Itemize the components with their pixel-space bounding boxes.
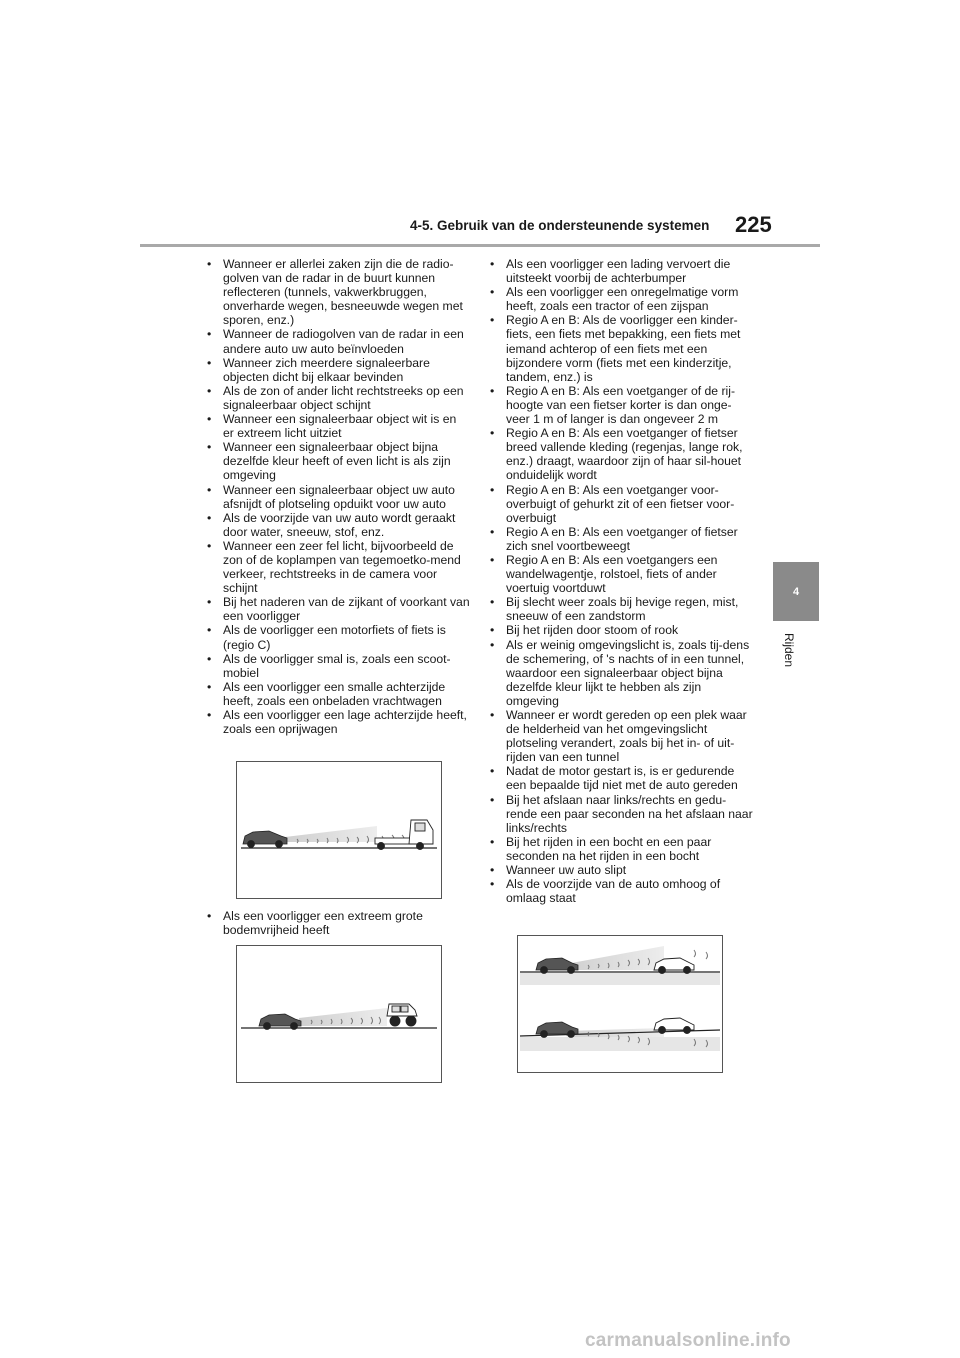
left-column-continued — [200, 909, 470, 937]
list-item: • Wanneer er allerlei zaken zijn die de radio-golven van de radar in de buurt kunnen reflecteren (tunnels, vakwerkbruggen, onverharde wegen, besneeuwde wegen met sporen, enz.) — [200, 257, 470, 327]
list-item: • Als een voorligger een lading vervoert die uitsteekt voorbij de achterbumper — [483, 257, 753, 285]
header-divider — [140, 244, 820, 247]
list-item: • Wanneer uw auto slipt — [483, 863, 753, 877]
list-item: • Wanneer de radiogolven van de radar in een andere auto uw auto beïnvloeden — [200, 327, 470, 355]
list-item: • Als de zon of ander licht rechtstreeks op een signaleerbaar object schijnt — [200, 384, 470, 412]
right-column — [483, 257, 753, 905]
list-item: • Regio A en B: Als de voorligger een kinder-fiets, een fiets met bepakking, een fiets met iemand achterop of een fiets met een bijzondere vorm (fiets met een kinderzitje, tandem, enz.) is — [483, 313, 753, 383]
list-item: • Regio A en B: Als een voetganger of de rij-hoogte van een fietser korter is dan onge-veer 1 m of langer is dan ongeveer 2 m — [483, 384, 753, 426]
left-bullet-list — [200, 257, 470, 736]
illustration-radar-truck — [237, 762, 441, 898]
list-item: • Bij het afslaan naar links/rechts en gedu-rende een paar seconden na het afslaan naar links/rechts — [483, 793, 753, 835]
left-bullet-list-2 — [200, 909, 470, 937]
figure-high-ground-clearance — [236, 945, 442, 1083]
section-title: 4-5. Gebruik van de ondersteunende systemen — [410, 218, 710, 233]
page-number: 225 — [735, 212, 772, 237]
list-item: • Als de voorligger smal is, zoals een scoot-mobiel — [200, 652, 470, 680]
figure-low-rear-vehicle — [236, 761, 442, 899]
list-item: • Nadat de motor gestart is, is er gedurende een bepaalde tijd niet met de auto gereden — [483, 764, 753, 792]
illustration-radar-suv — [237, 946, 441, 1082]
list-item: • Als een voorligger een smalle achterzijde heeft, zoals een onbeladen vrachtwagen — [200, 680, 470, 708]
list-item: • Bij het rijden in een bocht en een paar seconden na het rijden in een bocht — [483, 835, 753, 863]
list-item: • Regio A en B: Als een voetganger voor-overbuigt of gehurkt zit of een fietser voor-overbuigt — [483, 483, 753, 525]
list-item: • Wanneer er wordt gereden op een plek waar de helderheid van het omgevingslicht plotseling verandert, zoals bij het in- of uit-rijden van een tunnel — [483, 708, 753, 764]
illustration-radar-incline — [518, 936, 722, 1072]
chapter-number: 4 — [792, 585, 800, 598]
left-column — [200, 257, 470, 736]
list-item: • Regio A en B: Als een voetganger of fietser zich snel voortbeweegt — [483, 525, 753, 553]
list-item: • Als er weinig omgevingslicht is, zoals tij-dens de schemering, of 's nachts of in een tunnel, waardoor een signaleerbaar object bijna dezelfde kleur lijkt te hebben als zijn omgeving — [483, 638, 753, 708]
list-item: • Wanneer zich meerdere signaleerbare objecten dicht bij elkaar bevinden — [200, 356, 470, 384]
list-item: • Wanneer een zeer fel licht, bijvoorbeeld de zon of de koplampen van tegemoetko-mend verkeer, rechtstreeks in de camera voor schijnt — [200, 539, 470, 595]
list-item: • Als een voorligger een lage achterzijde heeft, zoals een oprijwagen — [200, 708, 470, 736]
list-item: • Wanneer een signaleerbaar object uw auto afsnijdt of plotseling opduikt voor uw auto — [200, 483, 470, 511]
list-item: • Wanneer een signaleerbaar object bijna dezelfde kleur heeft of even licht is als zijn omgeving — [200, 440, 470, 482]
list-item: • Bij het rijden door stoom of rook — [483, 623, 753, 637]
list-item: • Als de voorligger een motorfiets of fiets is (regio C) — [200, 623, 470, 651]
list-item: • Regio A en B: Als een voetgangers een wandelwagentje, rolstoel, fiets of ander voertuig voortduwt — [483, 553, 753, 595]
right-bullet-list — [483, 257, 753, 905]
list-item: • Als de voorzijde van uw auto wordt geraakt door water, sneeuw, stof, enz. — [200, 511, 470, 539]
watermark: carmanualsonline.info — [585, 1330, 791, 1351]
figure-vehicle-slope — [517, 935, 723, 1073]
list-item: • Regio A en B: Als een voetganger of fietser breed vallende kleding (regenjas, lange rok, enz.) draagt, waardoor zijn of haar sil-houet onduidelijk wordt — [483, 426, 753, 482]
list-item: • Als een voorligger een extreem grote bodemvrijheid heeft — [200, 909, 470, 937]
list-item: • Als een voorligger een onregelmatige vorm heeft, zoals een tractor of een zijspan — [483, 285, 753, 313]
list-item: • Bij slecht weer zoals bij hevige regen, mist, sneeuw of een zandstorm — [483, 595, 753, 623]
list-item: • Als de voorzijde van de auto omhoog of omlaag staat — [483, 877, 753, 905]
list-item: • Bij het naderen van de zijkant of voorkant van een voorligger — [200, 595, 470, 623]
list-item: • Wanneer een signaleerbaar object wit is en er extreem licht uitziet — [200, 412, 470, 440]
chapter-tab[interactable] — [773, 562, 819, 621]
chapter-label: Rijden — [782, 632, 796, 668]
